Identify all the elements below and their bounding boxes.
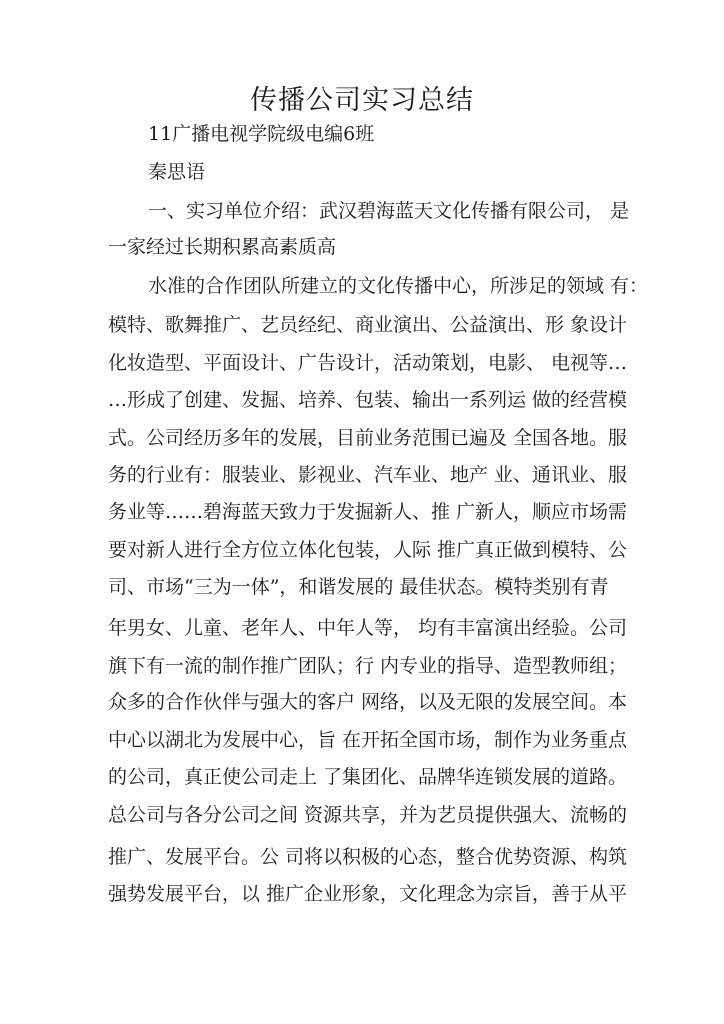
body-line: 旗下有一流的制作推广团队；行 内专业的指导、造型教师组； bbox=[108, 655, 628, 677]
body-line: 强势发展平台，以 推广企业形象，文化理念为宗旨，善于从平 bbox=[108, 883, 628, 905]
body-line: 式。公司经历多年的发展，目前业务范围已遍及 全国各地。服 bbox=[108, 427, 628, 449]
class-info: 11广播电视学院级电编6班 bbox=[148, 123, 375, 145]
author-name: 秦思语 bbox=[148, 161, 206, 183]
body-line: 务的行业有：服装业、影视业、汽车业、地产 业、通讯业、服 bbox=[108, 464, 628, 486]
body-line: 一、实习单位介绍：武汉碧海蓝天文化传播有限公司， 是 bbox=[148, 200, 630, 222]
body-line: 司、市场“三为一体”，和谐发展的 最佳状态。模特类别有青 bbox=[108, 576, 609, 598]
body-line: 的公司，真正使公司走上 了集团化、品牌华连锁发展的道路。 bbox=[108, 766, 628, 788]
body-line: 众多的合作伙伴与强大的客户 网络，以及无限的发展空间。本 bbox=[108, 691, 628, 713]
body-line: 模特、歌舞推广、艺员经纪、商业演出、公益演出、形 象设计 bbox=[108, 314, 628, 336]
body-line: 要对新人进行全方位立体化包装，人际 推广真正做到模特、公 bbox=[108, 539, 628, 561]
body-line: 总公司与各分公司之间 资源共享，并为艺员提供强大、流畅的 bbox=[108, 804, 628, 826]
body-line: 一家经过长期积累高素质高 bbox=[108, 236, 337, 258]
body-line: 化妆造型、平面设计、广告设计，活动策划，电影、 电视等… bbox=[108, 352, 628, 374]
body-line: 推广、发展平台。公 司将以积极的心态，整合优势资源、构筑 bbox=[108, 846, 628, 868]
body-line: 务业等……碧海蓝天致力于发掘新人、推 广新人，顺应市场需 bbox=[108, 501, 628, 523]
body-line: 年男女、儿童、老年人、中年人等， 均有丰富演出经验。公司 bbox=[108, 617, 628, 639]
page-title: 传播公司实习总结 bbox=[250, 85, 474, 116]
body-line: 中心以湖北为发展中心，旨 在开拓全国市场，制作为业务重点 bbox=[108, 729, 628, 751]
body-line: …形成了创建、发掘、培养、包装、输出一系列运 做的经营模 bbox=[108, 389, 628, 411]
body-line: 水准的合作团队所建立的文化传播中心，所涉足的领域 有： bbox=[148, 275, 649, 297]
